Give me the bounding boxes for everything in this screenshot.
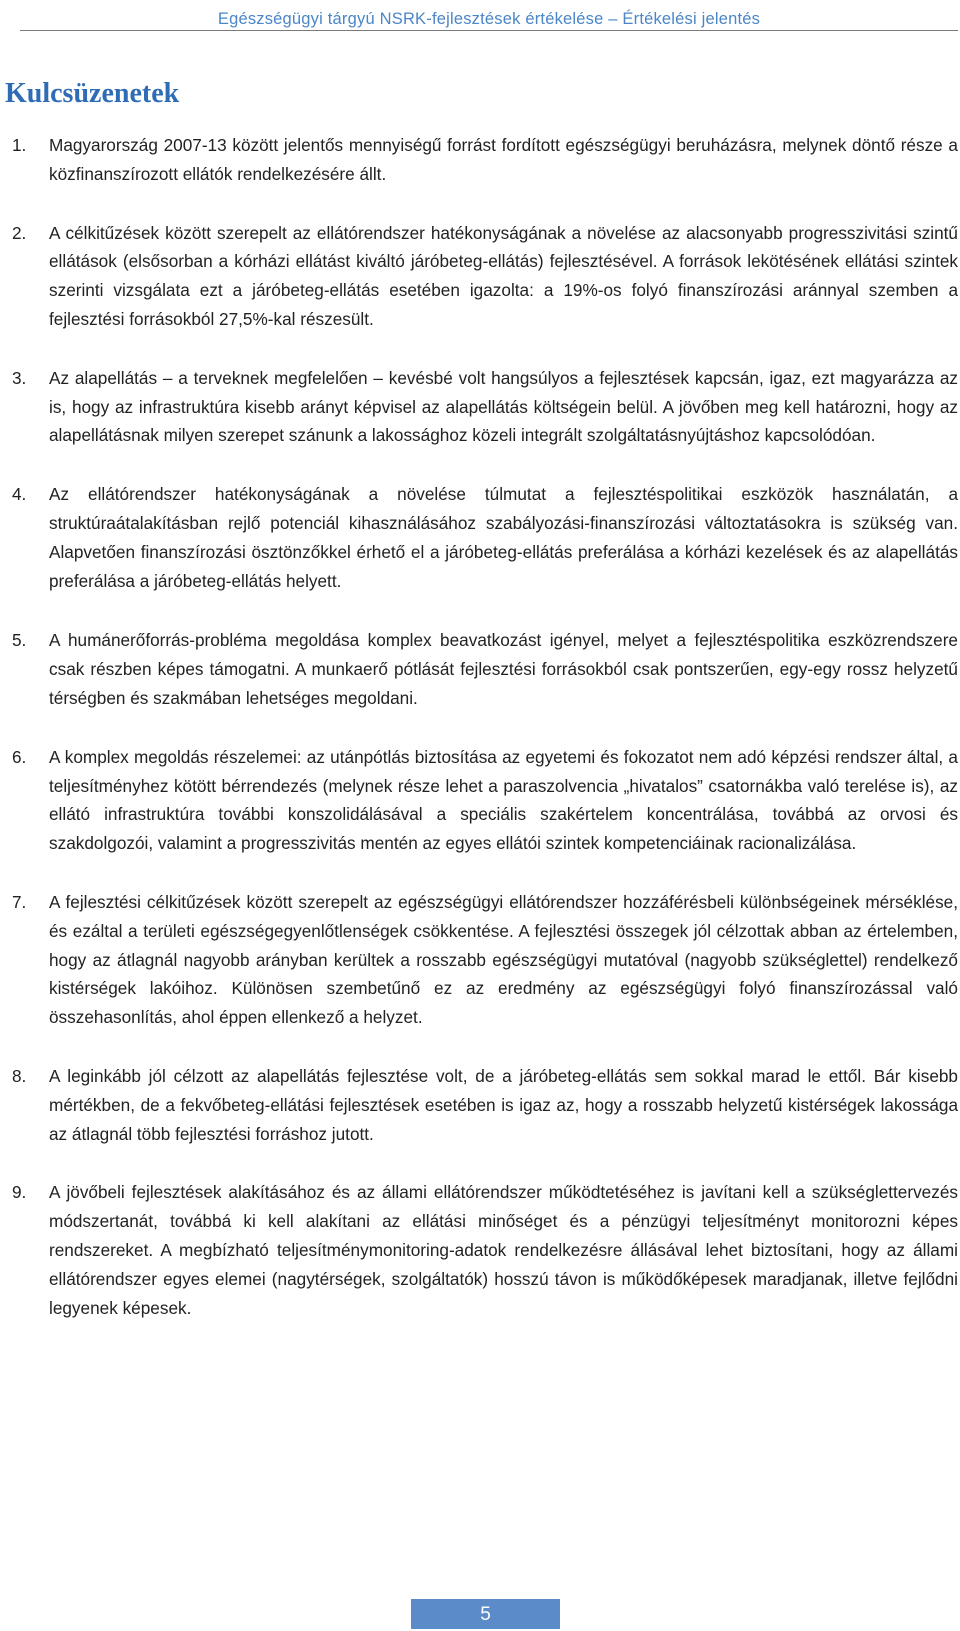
section-title: Kulcsüzenetek bbox=[5, 78, 180, 109]
list-item bbox=[12, 1062, 958, 1148]
list-item bbox=[12, 364, 958, 450]
list-item bbox=[12, 131, 958, 189]
item-text: A jövőbeli fejlesztések alakításához és az állami ellátórendszer működtetéséhez is javítani kell a szükséglettervezés módszertanát, továbbá ki kell alakítani az ellátási minőséget és a pénzügyi teljesítményt monitorozni képes rendszereket. A megbízható teljesítménymonitoring-adatok rendelkezésre állásával lehet biztosítani, hogy az állami ellátórendszer egyes elemei (nagytérségek, szolgáltatók) hosszú távon is működőképesek maradjanak, illetve fejlődni legyenek képesek. bbox=[49, 1182, 958, 1318]
item-text: A fejlesztési célkitűzések között szerepelt az egészségügyi ellátórendszer hozzáférésbeli különbségeinek mérséklése, és ezáltal a területi egészségegyenlőtlenségek csökkentése. A fejlesztési összegek jól célzottak abban az értelemben, hogy az átlagnál nagyobb arányban kerültek a rosszabb egészségügyi mutatóval (nagyobb szükséglettel) rendelkező kistérségek lakóihoz. Különösen szembetűnő ez az eredmény az egészségügyi folyó finanszírozással való összehasonlítás, ahol éppen ellenkező a helyzet. bbox=[49, 891, 958, 1028]
item-number: 2. bbox=[12, 222, 27, 243]
item-number: 1. bbox=[12, 135, 27, 155]
item-number: 6. bbox=[12, 746, 27, 767]
item-number: 4. bbox=[12, 484, 27, 505]
list-item bbox=[12, 480, 958, 595]
list-item bbox=[12, 888, 958, 1032]
key-messages-list bbox=[12, 131, 958, 1352]
item-text: A humánerőforrás-probléma megoldása komplex beavatkozást igényel, melyet a fejlesztéspolitika eszközrendszere csak részben képes támogatni. A munkaerő pótlását fejlesztési forrásokból csak pontszerűen, egy-egy rossz helyzetű térségben és szakmában lehetséges megoldani. bbox=[49, 630, 958, 708]
item-number: 8. bbox=[12, 1065, 27, 1086]
page-number: 5 bbox=[411, 1599, 560, 1629]
item-text: Az alapellátás – a terveknek megfelelően – kevésbé volt hangsúlyos a fejlesztések kapcsán, igaz, ezt magyarázza az is, hogy az infrastruktúra kisebb arányt képvisel az alapellátás költségein belül. A jövőben meg kell határozni, hogy az alapellátásnak milyen szerepet szánunk a lakossághoz közeli integrált szolgáltatásnyújtáshoz kapcsolódóan. bbox=[49, 367, 958, 446]
item-text: Az ellátórendszer hatékonyságának a növelése túlmutat a fejlesztéspolitikai eszközök használatán, a struktúraátalakításban rejlő potenciál kihasználásához szabályozási-finanszírozási változtatásokra is szükség van. Alapvetően finanszírozási ösztönzőkkel érhető el a járóbeteg-ellátás preferálása a kórházi kezelések és az alapellátás preferálása a járóbeteg-ellátás helyett. bbox=[49, 484, 958, 591]
item-text: A leginkább jól célzott az alapellátás fejlesztése volt, de a járóbeteg-ellátás sem sokkal marad le ettől. Bár kisebb mértékben, de a fekvőbeteg-ellátási fejlesztések esetében is igaz az, hogy a rosszabb helyzetű kistérségek lakossága az átlagnál több fejlesztési forráshoz jutott. bbox=[49, 1065, 958, 1144]
running-header: Egészségügyi tárgyú NSRK-fejlesztések értékelése – Értékelési jelentés bbox=[20, 8, 958, 31]
item-text: A komplex megoldás részelemei: az utánpótlás biztosítása az egyetemi és fokozatot nem adó képzési rendszer által, a teljesítményhez kötött bérrendezés (melynek része lehet a paraszolvencia „hivatalos” csatornákba való terelése is), az ellátó infrastruktúra további konszolidálásával a speciális szakértelem koncentrálása, továbbá az orvosi és szakdolgozói, valamint a progresszivitás mentén az egyes ellátói szintek kompetenciáinak racionalizálása. bbox=[49, 746, 958, 854]
item-number: 7. bbox=[12, 891, 27, 912]
list-item bbox=[12, 219, 958, 334]
item-number: 3. bbox=[12, 367, 27, 388]
item-text: Magyarország 2007-13 között jelentős mennyiségű forrást fordított egészségügyi beruházásra, melynek döntő része a közfinanszírozott ellátók rendelkezésére állt. bbox=[49, 135, 958, 184]
list-item bbox=[12, 626, 958, 712]
list-item bbox=[12, 743, 958, 858]
list-item bbox=[12, 1178, 958, 1322]
item-text: A célkitűzések között szerepelt az ellátórendszer hatékonyságának a növelése az alacsonyabb progresszivitási szintű ellátások (elsősorban a kórházi ellátást kiváltó járóbeteg-ellátás) fejlesztésével. A források lekötésének ellátási szintek szerinti vizsgálata ezt a járóbeteg-ellátás esetében igazolta: a 19%-os folyó finanszírozási aránnyal szemben a fejlesztési forrásokból 27,5%-kal részesült. bbox=[49, 222, 958, 329]
item-number: 5. bbox=[12, 630, 27, 651]
item-number: 9. bbox=[12, 1182, 27, 1203]
